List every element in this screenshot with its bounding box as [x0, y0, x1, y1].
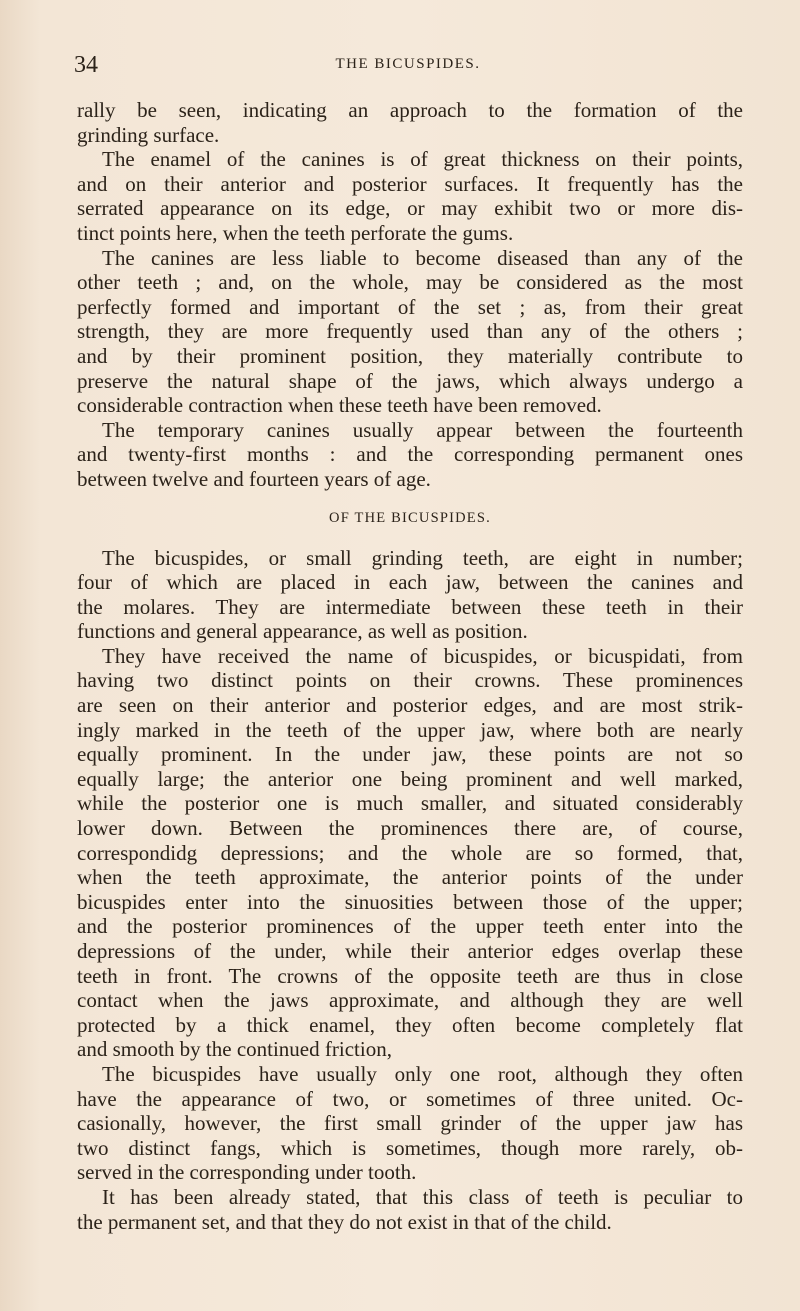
text-line: four of which are placed in each jaw, between the canines and: [77, 570, 743, 595]
paragraph: [77, 418, 743, 492]
text-line: the molares. They are intermediate between these teeth in their: [77, 594, 743, 619]
text-line: while the posterior one is much smaller, and situated considerably: [77, 791, 743, 816]
text-line: contact when the jaws approximate, and although they are well: [77, 988, 743, 1013]
text-line: and smooth by the continued friction,: [77, 1037, 392, 1062]
text-line: are seen on their anterior and posterior edges, and are most strik-: [77, 693, 743, 718]
paragraph: [77, 1185, 743, 1234]
text-line: The canines are less liable to become diseased than any of the: [102, 245, 743, 270]
text-line: The temporary canines usually appear between the fourteenth: [102, 417, 743, 442]
paragraph: [77, 246, 743, 418]
text-line: when the teeth approximate, the anterior points of the under: [77, 865, 743, 890]
text-line: equally large; the anterior one being prominent and well marked,: [77, 766, 743, 791]
running-title: THE BICUSPIDES.: [335, 56, 481, 72]
text-line: depressions of the under, while their anterior edges overlap these: [77, 939, 743, 963]
text-line: functions and general appearance, as well as position.: [77, 619, 528, 644]
text-line: ingly marked in the teeth of the upper jaw, where both are nearly: [77, 717, 743, 742]
text-line: The bicuspides have usually only one root, although they often: [102, 1061, 743, 1086]
page-number: 34: [74, 52, 98, 78]
text-line: teeth in front. The crowns of the opposite teeth are thus in close: [77, 963, 743, 988]
text-line: It has been already stated, that this class of teeth is peculiar to: [102, 1184, 743, 1209]
text-line: have the appearance of two, or sometimes of three united. Oc-: [77, 1086, 743, 1111]
paragraph: [77, 546, 743, 644]
text-line: lower down. Between the prominences there are, of course,: [77, 816, 743, 841]
text-line: correspondidg depressions; and the whole are so formed, that,: [77, 840, 743, 865]
text-line: two distinct fangs, which is sometimes, though more rarely, ob-: [77, 1135, 743, 1160]
text-line: considerable contraction when these teeth have been removed.: [77, 393, 602, 418]
text-line: protected by a thick enamel, they often become completely flat: [77, 1012, 743, 1037]
text-line: and on their anterior and posterior surfaces. It frequently has the: [77, 171, 743, 196]
page-body: [77, 98, 743, 1234]
paragraph: [77, 644, 743, 1062]
text-line: tinct points here, when the teeth perforate the gums.: [77, 220, 514, 245]
text-line: the permanent set, and that they do not exist in that of the child.: [77, 1209, 612, 1234]
text-line: grinding surface.: [77, 122, 220, 147]
text-line: and by their prominent position, they materially contribute to: [77, 343, 743, 368]
text-line: and the posterior prominences of the upper teeth enter into the: [77, 914, 743, 939]
paragraph: [77, 147, 743, 245]
text-line: preserve the natural shape of the jaws, which always undergo a: [77, 368, 743, 393]
text-line: The bicuspides, or small grinding teeth, are eight in number;: [102, 545, 743, 570]
text-line: rally be seen, indicating an approach to the formation of the: [77, 98, 743, 122]
text-line: serrated appearance on its edge, or may exhibit two or more dis-: [77, 196, 743, 221]
text-line: having two distinct points on their crowns. These prominences: [77, 668, 743, 693]
text-line: and twenty-first months : and the corresponding permanent ones: [77, 442, 743, 467]
paragraph: [77, 98, 743, 147]
text-line: equally prominent. In the under jaw, these points are not so: [77, 742, 743, 767]
paragraph: [77, 1062, 743, 1185]
text-line: casionally, however, the first small grinder of the upper jaw has: [77, 1111, 743, 1136]
text-line: perfectly formed and important of the set ; as, from their great: [77, 294, 743, 319]
text-line: bicuspides enter into the sinuosities between those of the upper;: [77, 889, 743, 914]
text-line: other teeth ; and, on the whole, may be considered as the most: [77, 270, 743, 295]
text-line: strength, they are more frequently used than any of the others ;: [77, 319, 743, 344]
text-line: The enamel of the canines is of great thickness on their points,: [102, 147, 743, 172]
page-header: [74, 52, 742, 82]
text-line: between twelve and fourteen years of age.: [77, 466, 431, 491]
section-heading: OF THE BICUSPIDES.: [329, 509, 491, 526]
text-line: They have received the name of bicuspides, or bicuspidati, from: [102, 643, 743, 668]
text-line: served in the corresponding under tooth.: [77, 1160, 417, 1185]
